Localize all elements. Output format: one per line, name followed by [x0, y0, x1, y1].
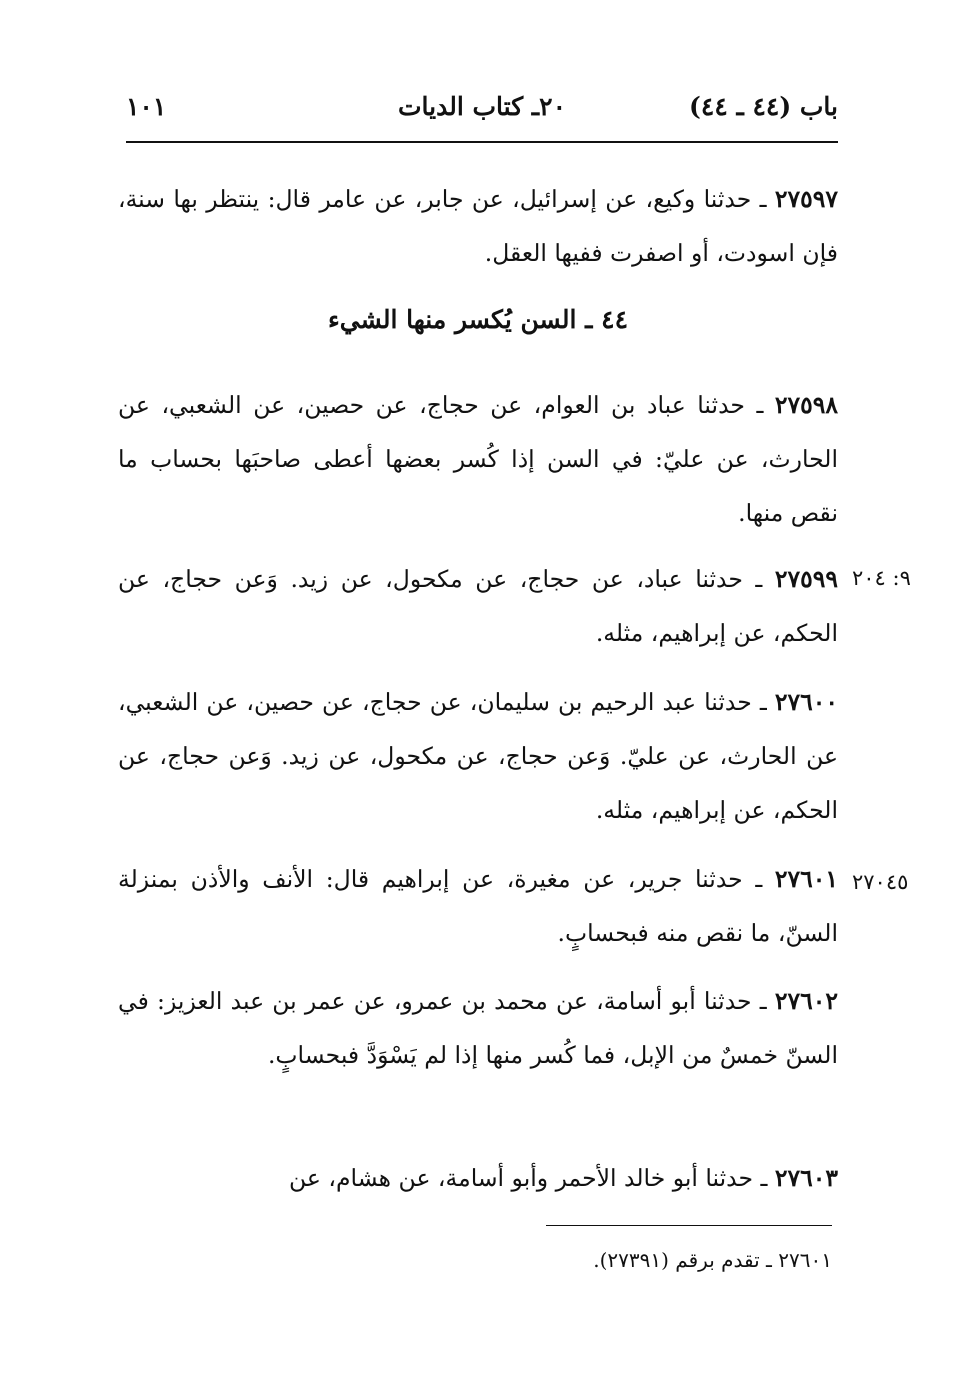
hadith-text: ـ حدثنا أبو أسامة، عن محمد بن عمرو، عن عمر بن عبد العزيز: في السنّ خمسٌ من الإبل، فما كُسر منها إذا لم يَسْوَدَّ فبحسابٍ. [118, 987, 838, 1069]
hadith-text: ـ حدثنا عبد الرحيم بن سليمان، عن حجاج، عن حصين، عن الشعبي، عن الحارث، عن عليّ. وَعن حجاج، عن مكحول، عن زيد. وَعن حجاج، عن الحكم، عن إبراهيم، مثله. [118, 688, 838, 824]
hadith-paragraph-27603 [118, 1151, 838, 1205]
hadith-number: ٢٧٦٠٢ [774, 987, 838, 1015]
hadith-paragraph-27598 [118, 378, 838, 540]
hadith-number: ٢٧٦٠١ [774, 865, 838, 893]
footnote-divider [546, 1225, 832, 1226]
hadith-text: ـ حدثنا عباد بن العوام، عن حجاج، عن حصين، عن الشعبي، عن الحارث، عن عليّ: في السن إذا كُسر بعضها أعطى صاحبَها بحساب ما نقص منها. [118, 391, 838, 527]
footnote: ٢٧٦٠١ ـ تقدم برقم (٢٧٣٩١). [593, 1248, 832, 1272]
hadith-paragraph-27600 [118, 675, 838, 837]
margin-reference: ٢٧٠٤٥ [852, 870, 909, 894]
hadith-number: ٢٧٥٩٧ [774, 185, 838, 213]
hadith-text: ـ حدثنا جرير، عن مغيرة، عن إبراهيم قال: الأنف والأذن بمنزلة السنّ، ما نقص منه فبحسابٍ. [118, 865, 838, 947]
header-divider [126, 141, 838, 143]
hadith-paragraph-27601 [118, 852, 838, 960]
hadith-paragraph-27602 [118, 974, 838, 1082]
page-number: ١٠١ [126, 92, 167, 121]
hadith-text: ـ حدثنا عباد، عن حجاج، عن مكحول، عن زيد. وَعن حجاج، عن الحكم، عن إبراهيم، مثله. [118, 565, 838, 647]
book-title: ٢٠ـ كتاب الديات [398, 92, 566, 121]
hadith-number: ٢٧٦٠٣ [774, 1164, 838, 1192]
hadith-paragraph-27597 [118, 172, 838, 280]
chapter-heading: باب (٤٤ ـ ٤٤) [689, 92, 838, 121]
margin-reference: ٩: ٢٠٤ [852, 566, 911, 590]
running-header [126, 92, 838, 136]
hadith-number: ٢٧٥٩٩ [774, 565, 838, 593]
hadith-number: ٢٧٦٠٠ [774, 688, 838, 716]
hadith-number: ٢٧٥٩٨ [774, 391, 838, 419]
hadith-text: ـ حدثنا أبو خالد الأحمر وأبو أسامة، عن هشام، عن [289, 1164, 775, 1192]
hadith-paragraph-27599 [118, 552, 838, 660]
hadith-text: ـ حدثنا وكيع، عن إسرائيل، عن جابر، عن عامر قال: ينتظر بها سنة، فإن اسودت، أو اصفرت ففيها العقل. [118, 185, 838, 267]
section-title: ٤٤ ـ السن يُكسر منها الشيء [328, 305, 628, 334]
